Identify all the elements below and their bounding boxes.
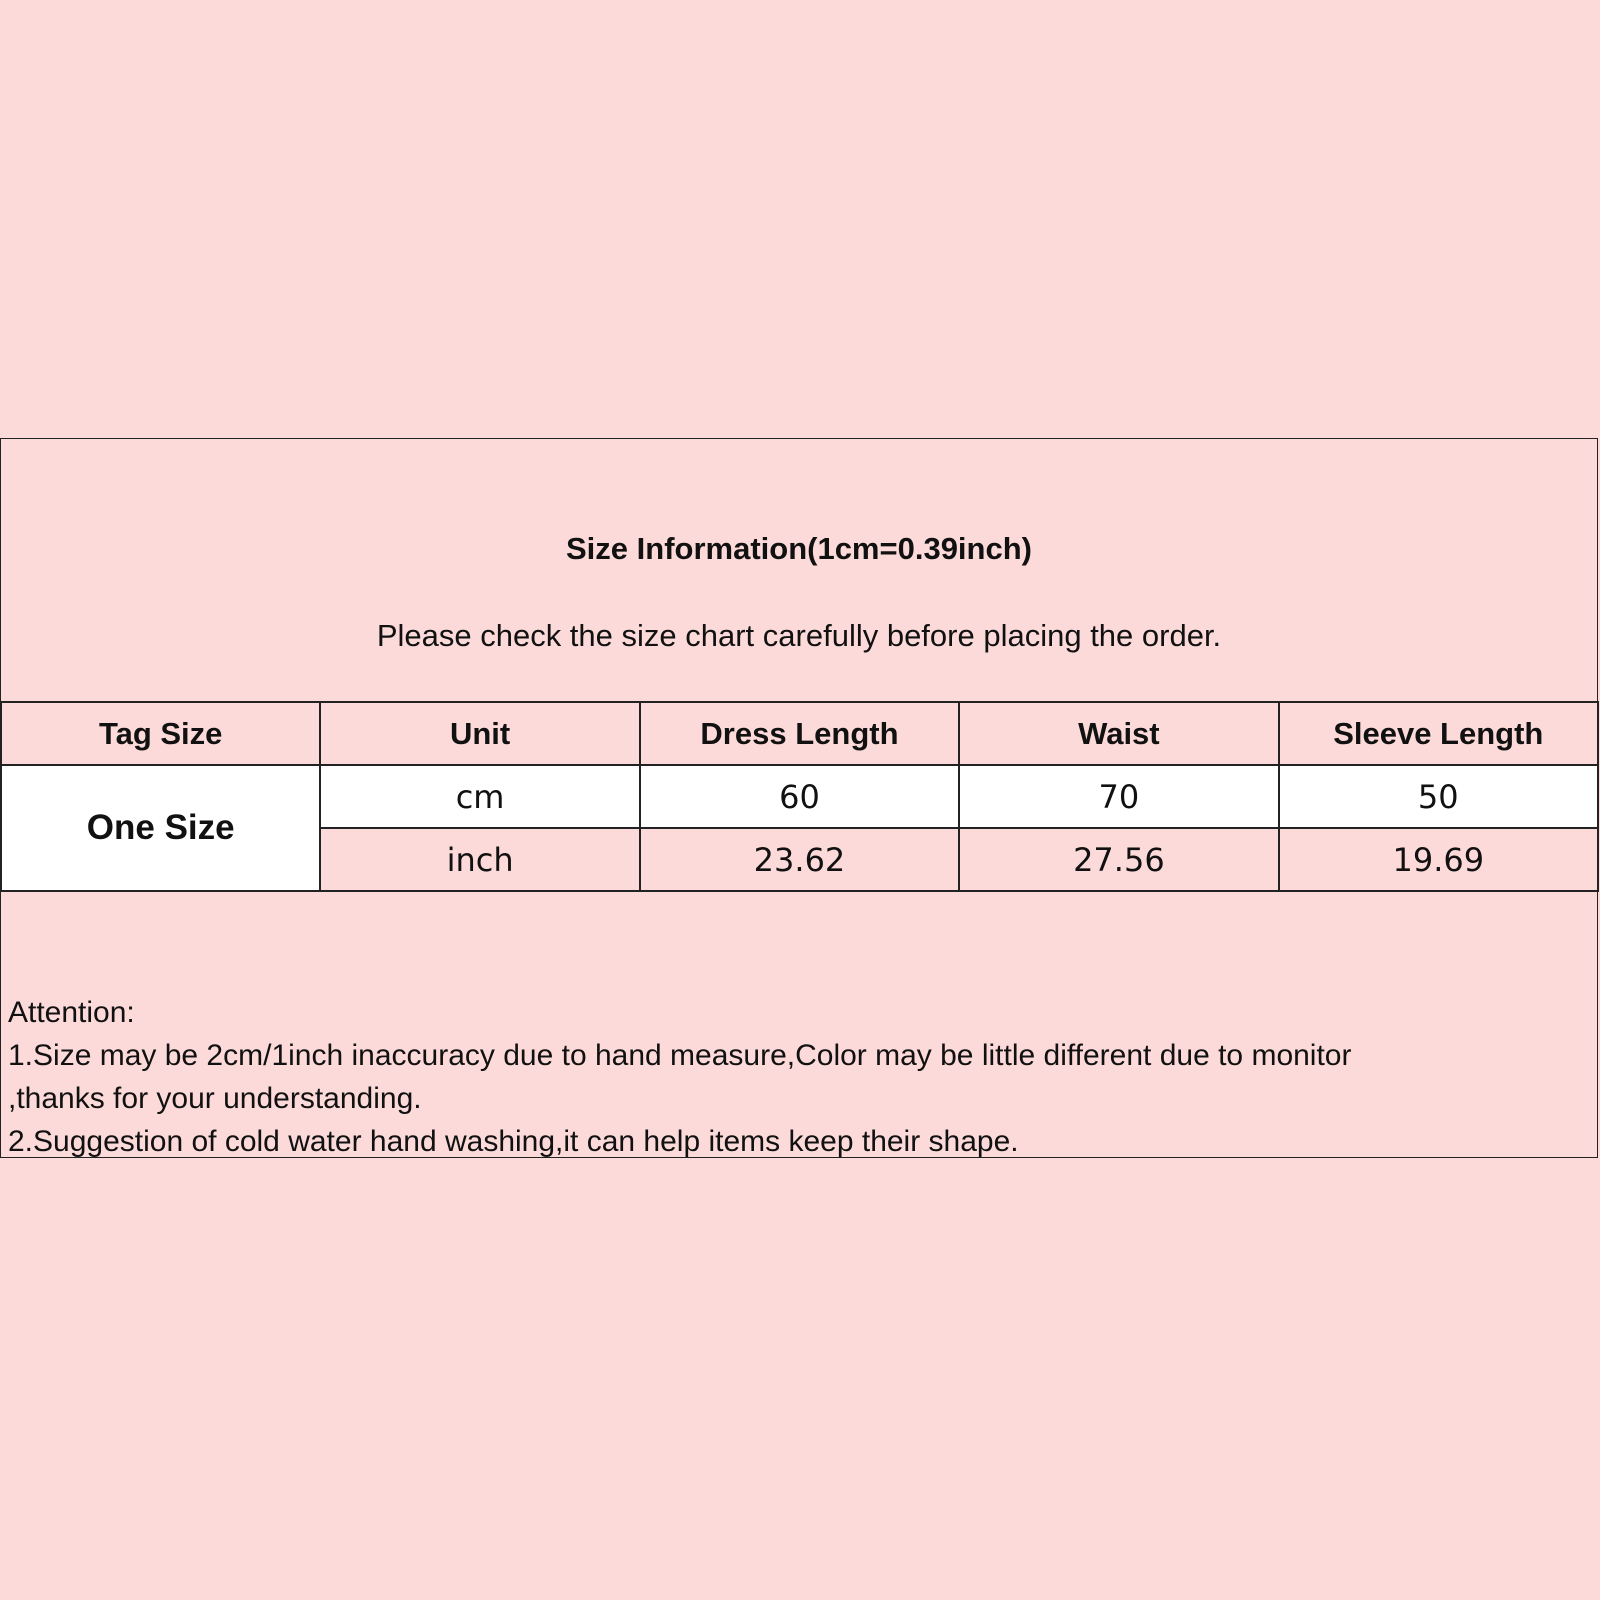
attention-note-1: 1.Size may be 2cm/1inch inaccuracy due to hand measure,Color may be little different due to monitor (8, 1039, 1352, 1072)
sleeve-length-cell: 19.69 (1279, 828, 1598, 891)
dress-length-cell: 60 (640, 765, 959, 828)
dress-length-cell: 23.62 (640, 828, 959, 891)
header-sleeve-length: Sleeve Length (1279, 702, 1598, 765)
unit-cell: inch (320, 828, 639, 891)
tag-size-cell: One Size (1, 765, 320, 891)
attention-heading: Attention: (8, 996, 135, 1029)
size-info-title: Size Information(1cm=0.39inch) (566, 531, 1032, 566)
table-header-row (1, 702, 1598, 765)
header-unit: Unit (320, 702, 639, 765)
attention-notes (8, 991, 1351, 1163)
waist-cell: 70 (959, 765, 1278, 828)
header-waist: Waist (959, 702, 1278, 765)
header-tag-size: Tag Size (1, 702, 320, 765)
size-chart-table (0, 701, 1599, 892)
size-chart-instruction: Please check the size chart carefully before placing the order. (376, 618, 1222, 653)
table-row (1, 765, 1598, 828)
attention-note-2: 2.Suggestion of cold water hand washing,it can help items keep their shape. (8, 1125, 1019, 1158)
sleeve-length-cell: 50 (1279, 765, 1598, 828)
waist-cell: 27.56 (959, 828, 1278, 891)
size-info-panel (0, 438, 1598, 1158)
attention-note-1-continued: ,thanks for your understanding. (8, 1082, 422, 1115)
unit-cell: cm (320, 765, 639, 828)
header-dress-length: Dress Length (640, 702, 959, 765)
